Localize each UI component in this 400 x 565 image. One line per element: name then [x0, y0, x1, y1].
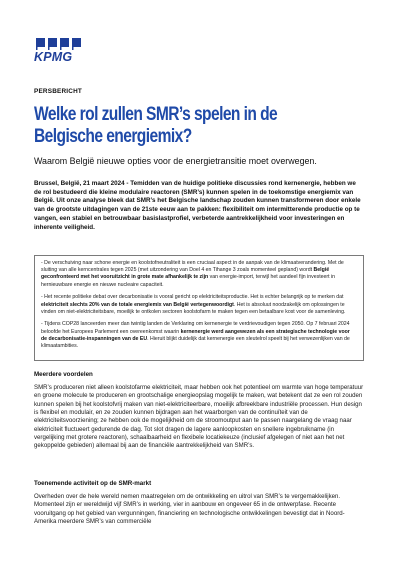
svg-text:KPMG: KPMG	[34, 50, 73, 62]
section-heading-benefits: Meerdere voordelen	[34, 371, 93, 378]
section-body-benefits: SMR’s produceren niet alleen koolstofarme elektriciteit, maar hebben ook het potentieel om warmte van hoge temperatuur en groene molecule te produceren en grootschalige energieopslag mogelijk te maken, wat betekent dat ze een rol zouden kunnen spelen bij het koolstofvrij maken van niet-elektriciteerbare, moeilijk afbreekbare industriële processen. Hun design is flexibel en modulair, en ze zouden kunnen bijdragen aan het waarborgen van de continuïteit van de elektriciteitsvoorziening; ze hebben ook de mogelijkheid om de stroomoutput aan te passen naargelang de vraag naar elektriciteit fluctueert gedurende de dag. Tot slot dragen de lagere aanloopkosten en snellere ingebruikname (in vergelijking met grotere reactoren), schaalbaarheid en flexibele locatiekeuze (inclusief afgelegen of niet aan het net gekoppelde gebieden) allemaal bij aan de financiële aantrekkelijkheid van SMR’s.	[34, 384, 364, 450]
key-point-2	[41, 294, 357, 316]
kpmg-logo-graphic	[34, 38, 92, 62]
key-point-3-text-end: . Hieruit blijkt duidelijk dat kernenergie een sleutelrol speelt bij het verwezenlijken van de klimaatambities.	[41, 335, 350, 350]
key-point-2-text: - Het recente politieke debat over decarbonisatie is vooral gericht op elektriciteitsproductie. Het is echter belangrijk op te merken dat	[41, 294, 344, 301]
key-point-3-highlight: kernenergie werd aangewezen als een strategische technologie voor de decarbonisatie-inspanningen van de EU	[41, 328, 350, 342]
press-release-label: PERSBERICHT	[34, 88, 83, 95]
section-heading-smr-market: Toenemende activiteit op de SMR-markt	[34, 480, 152, 487]
section-body-smr-market: Overheden over de hele wereld nemen maatregelen om de ontwikkeling en uitrol van SMR’s te vergemakkelijken. Momenteel zijn er wereldwijd vijf SMR’s in werking, vier in aanbouw en ongeveer 65 in de ontwerpfase. Recente vooruitgang op het gebied van vergunningen, financiering en technologische ontwikkelingen bevestigt dat in Noord-Amerika meerdere SMR’s van commerciële	[34, 493, 345, 526]
subtitle: Waarom België nieuwe opties voor de energietransitie moet overwegen.	[34, 156, 317, 166]
key-point-2-text-end: . Het is absoluut noodzakelijk om oplossingen te vinden om niet-elektriciteitsbare, moeilijk te ontkolen sectoren koolstofarm te maken tegen een betaalbare kost voor de samenleving.	[41, 301, 346, 315]
key-points-box	[34, 255, 364, 361]
page-title	[34, 104, 305, 148]
key-point-1-text-end: van energie-import, terwijl het aandeel fijn investeert in hernieuwbare energie en nieuwe nucleaire capaciteit.	[41, 274, 336, 288]
key-point-3	[41, 321, 357, 350]
key-point-2-highlight: elektriciteit slechts 20% van de totale energiemix van België vertegenwoordigt	[41, 301, 234, 308]
title-line-1: Welke rol zullen SMR’s spelen in de	[34, 104, 278, 125]
key-point-3-text: - Tijdens COP28 lanceerden meer dan twintig landen de Verklaring om kernenergie te verdrievoudigen tegen 2050. Op 7 februari 2024 beloofde het Europees Parlement een overeenkomst waarin	[41, 321, 350, 335]
key-point-1-highlight: België geconfronteerd met het vooruitzicht in grote mate afhankelijk te zijn	[41, 267, 330, 281]
key-point-1	[41, 260, 357, 289]
key-point-1-text: - De verschuiving naar schone energie en koolstofneutraliteit is een cruciaal aspect in de aanpak van de klimaatverandering. Met de sluiting van alle kerncentrales tegen 2025 (met uitzondering van Doel 4 en Tihange 3 zoals momenteel gepland) wordt	[41, 260, 344, 274]
lead-paragraph: Brussel, België, 21 maart 2024 - Temidden van de huidige politieke discussies rond kernenergie, hebben we de rol bestudeerd die kleine modulaire reactoren (SMR’s) kunnen spelen in de toekomstige energiemix van België. Uit onze analyse bleek dat SMR’s het Belgische landschap zouden kunnen transformeren door enkele van de grootste uitdagingen van de 21ste eeuw aan te pakken: flexibiliteit om intermitterende productie op te vangen, een stabiel en betrouwbaar basislastprofiel, verbeterde aantrekkelijkheid voor investeringen en inherente veiligheid.	[34, 180, 361, 231]
title-line-2: Belgische energiemix?	[34, 126, 192, 147]
kpmg-logo	[34, 38, 92, 62]
